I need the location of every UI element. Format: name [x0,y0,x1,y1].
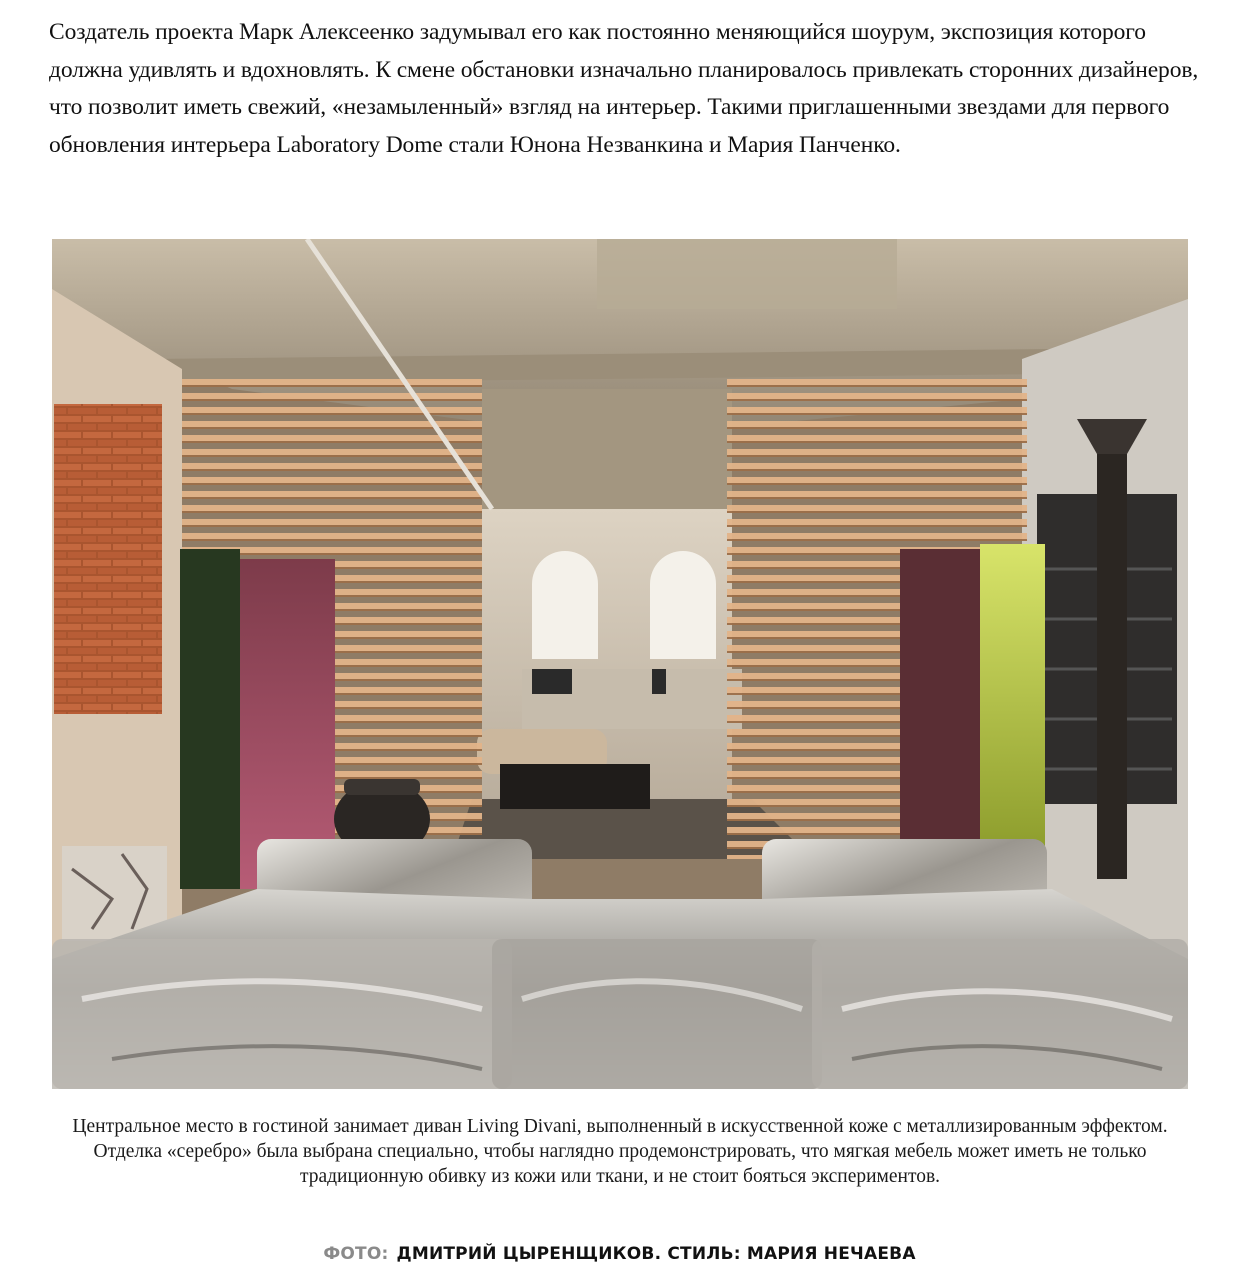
interior-photo [52,239,1188,1089]
photo-credit [0,1242,1239,1266]
interior-photo-illustration [52,239,1188,1089]
lead-paragraph: Создатель проекта Марк Алексеенко задумывал его как постоянно меняющийся шоурум, экспозиция которого должна удивлять и вдохновлять. К смене обстановки изначально планировалось привлекать сторонних дизайнеров, что позволит иметь свежий, «незамыленный» взгляд на интерьер. Такими приглашенными звездами для первого обновления интерьера Laboratory Dome стали Юнона Незванкина и Мария Панченко. [49,19,1199,158]
photo-credit-label: ФОТО: [323,1244,389,1264]
photo-credit-names: ДМИТРИЙ ЦЫРЕНЩИКОВ. СТИЛЬ: МАРИЯ НЕЧАЕВА [396,1244,916,1264]
photo-caption: Центральное место в гостиной занимает диван Living Divani, выполненный в искусственной коже с металлизированным эффектом. Отделка «серебро» была выбрана специально, чтобы наглядно продемонстрировать, что мягкая мебель может иметь не только традиционную обивку из кожи или ткани, и не стоит бояться экспериментов. [72,1116,1168,1187]
